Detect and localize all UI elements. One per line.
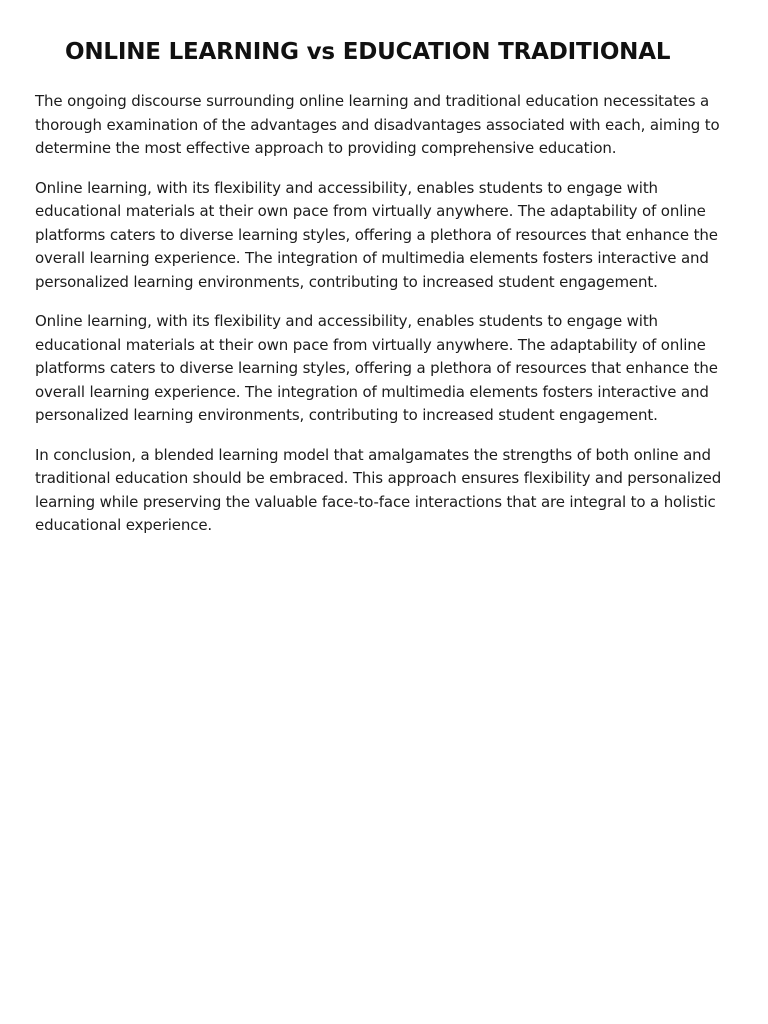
paragraph-online-learning: Online learning, with its flexibility and accessibility, enables students to engage with educational materials at their own pace from virtually anywhere. The adaptability of online platforms caters to diverse learning styles, offering a plethora of resources that enhance the overall learning experience. The integration of multimedia elements fosters interactive and personalized learning environments, contributing to increased student engagement. bbox=[35, 178, 718, 291]
paragraph-online-learning-repeat: Online learning, with its flexibility and accessibility, enables students to engage with educational materials at their own pace from virtually anywhere. The adaptability of online platforms caters to diverse learning styles, offering a plethora of resources that enhance the overall learning experience. The integration of multimedia elements fosters interactive and personalized learning environments, contributing to increased student engagement. bbox=[35, 312, 718, 424]
paragraph-introduction: The ongoing discourse surrounding online learning and traditional education necessitates a thorough examination of the advantages and disadvantages associated with each, aiming to determine the most effective approach to providing comprehensive education. bbox=[35, 92, 720, 157]
paragraph-conclusion: In conclusion, a blended learning model that amalgamates the strengths of both online and traditional education should be embraced. This approach ensures flexibility and personalized learning while preserving the valuable face-to-face interactions that are integral to a holistic educational experience. bbox=[35, 445, 722, 534]
document-title: ONLINE LEARNING vs EDUCATION TRADITIONAL bbox=[65, 39, 671, 65]
